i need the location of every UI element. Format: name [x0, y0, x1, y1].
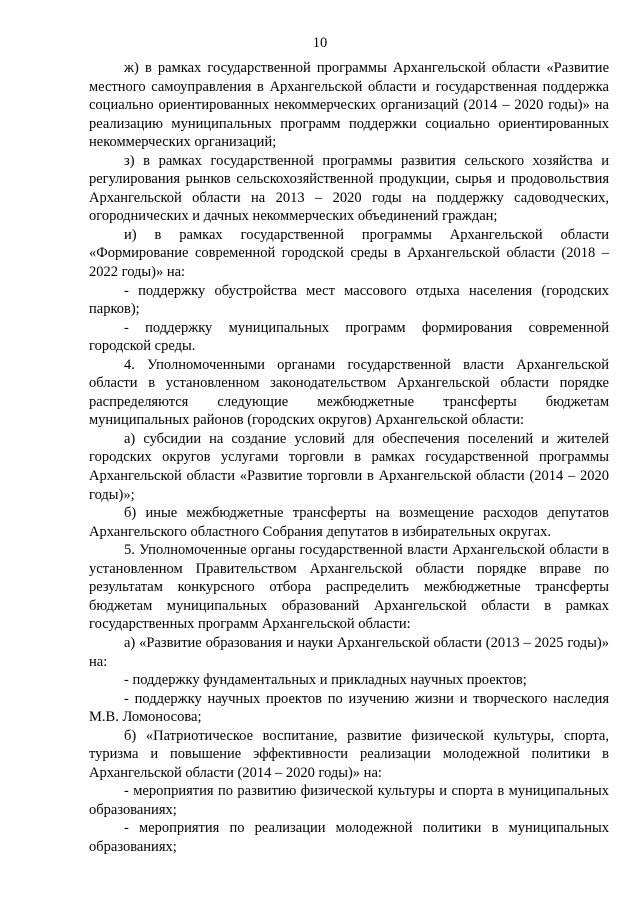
paragraph-5-competitive-transfers: 5. Уполномоченные органы государственной власти Архангельской области в установленном Правительством Архангельской области порядке вправе по результатам конкурсного отбора распределить межбюджетные трансферты бюджетам муниципальных образований Архангельской области в рамках государственных программ Архангельской области: [89, 542, 609, 633]
paragraph-4-transfers: 4. Уполномоченными органами государственной власти Архангельской области в установленном законодательством Архангельской области порядке распределяются следующие межбюджетные трансферты бюджетам муниципальных районов (городских округов) Архангельской области: [89, 356, 609, 429]
paragraph-z-agriculture: з) в рамках государственной программы развития сельского хозяйства и регулирования рынков сельскохозяйственной продукции, сырья и продовольствия Архангельской области на 2013 – 2020 годы на поддержку садоводческих, огороднических и дачных некоммерческих объединений граждан; [89, 152, 609, 225]
body-text [89, 59, 609, 857]
list-item-youth-policy: - мероприятия по реализации молодежной политики в муниципальных образованиях; [89, 820, 609, 855]
list-item-scientific-projects: - поддержку фундаментальных и прикладных научных проектов; [124, 672, 527, 689]
paragraph-zh-municipal-self-government: ж) в рамках государственной программы Архангельской области «Развитие местного самоуправления в Архангельской области и государственная поддержка социально ориентированных некоммерческих организаций (2014 – 2020 годы)» на реализацию муниципальных программ поддержки социально ориентированных некоммерческих организаций; [89, 60, 609, 151]
paragraph-b-deputies-expenses: б) иные межбюджетные трансферты на возмещение расходов депутатов Архангельского областного Собрания депутатов в избирательных округах. [89, 505, 609, 540]
list-item-physical-culture: - мероприятия по развитию физической культуры и спорта в муниципальных образованиях; [89, 783, 609, 818]
list-item-urban-environment-programs: - поддержку муниципальных программ формирования современной городской среды. [89, 319, 609, 355]
list-item-recreation-places: - поддержку обустройства мест массового отдыха населения (городских парков); [89, 282, 609, 318]
paragraph-b-patriotic-education: б) «Патриотическое воспитание, развитие физической культуры, спорта, туризма и повышение эффективности реализации молодежной политики в Архангельской области (2014 – 2020 годы)» на: [89, 727, 609, 781]
paragraph-a-trade-subsidies: а) субсидии на создание условий для обеспечения поселений и жителей городских округов услугами торговли в рамках государственной программы Архангельской области «Развитие торговли в Архангельской области (2014 – 2020 годы)»; [89, 430, 609, 503]
paragraph-i-urban-environment: и) в рамках государственной программы Архангельской области «Формирование современной городской среды в Архангельской области (2018 – 2022 годы)» на: [89, 226, 609, 281]
list-item-lomonosov-projects: - поддержку научных проектов по изучению жизни и творческого наследия М.В. Ломоносова; [89, 690, 609, 726]
paragraph-a-education-science: а) «Развитие образования и науки Архангельской области (2013 – 2025 годы)» на: [89, 634, 609, 670]
page-number: 10 [312, 35, 328, 51]
